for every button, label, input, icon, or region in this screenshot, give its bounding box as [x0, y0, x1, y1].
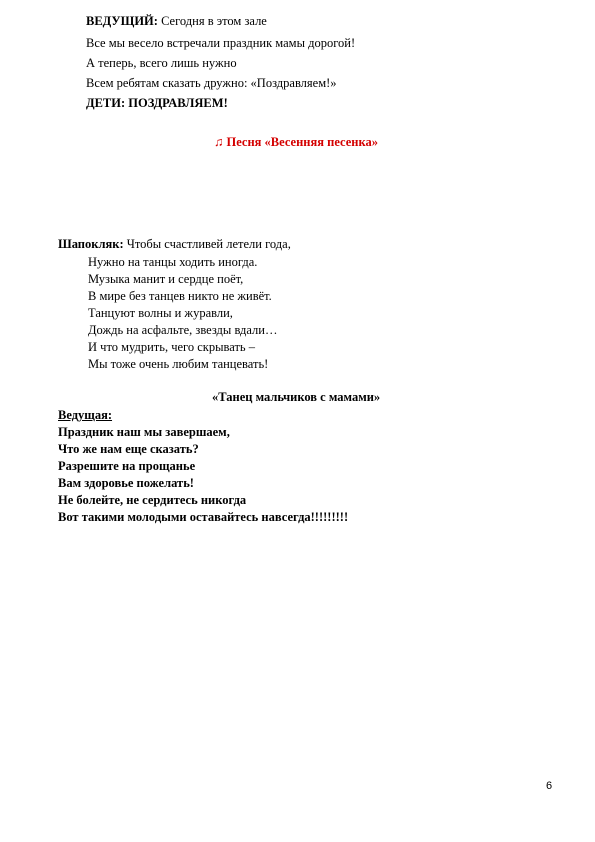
song-title: Песня «Весенняя песенка»: [226, 135, 379, 149]
host-line-2: Все мы весело встречали праздник мамы дорогой!: [86, 36, 356, 50]
poem-line: И что мудрить, чего скрывать –: [88, 340, 255, 354]
speaker-host: ВЕДУЩИЙ:: [86, 14, 158, 28]
hostess-line: Что же нам еще сказать?: [58, 442, 199, 456]
poem-line: Музыка манит и сердце поёт,: [88, 272, 244, 286]
poem-line: Дождь на асфальте, звезды вдали…: [88, 323, 278, 337]
dance-title: «Танец мальчиков с мамами»: [212, 390, 381, 404]
host-line-1-text: Сегодня в этом зале: [157, 14, 267, 28]
host-line-4: Всем ребятам сказать дружно: «Поздравляем!»: [86, 76, 337, 90]
host-line-3: А теперь, всего лишь нужно: [86, 56, 237, 70]
poem-line: В мире без танцев никто не живёт.: [88, 289, 272, 303]
hostess-line: Разрешите на прощанье: [58, 459, 196, 473]
shapoklyak-line-1-text: Чтобы счастливей летели года,: [123, 237, 291, 251]
poem-line: Танцуют волны и журавли,: [88, 306, 233, 320]
speaker-hostess: Ведущая:: [58, 408, 113, 422]
hostess-line: Праздник наш мы завершаем,: [58, 425, 230, 439]
poem-line: Нужно на танцы ходить иногда.: [88, 255, 258, 269]
host-line-1: [86, 13, 267, 29]
shapoklyak-line-1: [58, 236, 291, 252]
hostess-line: Вот такими молодыми оставайтесь навсегда!!!!!!!!!: [58, 510, 349, 524]
music-note-icon: ♫: [214, 135, 224, 149]
poem-line: Мы тоже очень любим танцевать!: [88, 357, 269, 371]
song-heading: [214, 134, 378, 150]
speaker-shapoklyak: Шапокляк:: [58, 237, 124, 251]
hostess-line: Вам здоровье пожелать!: [58, 476, 194, 490]
children-reply: ДЕТИ: ПОЗДРАВЛЯЕМ!: [86, 96, 228, 110]
page-number: 6: [546, 780, 553, 792]
hostess-line: Не болейте, не сердитесь никогда: [58, 493, 247, 507]
